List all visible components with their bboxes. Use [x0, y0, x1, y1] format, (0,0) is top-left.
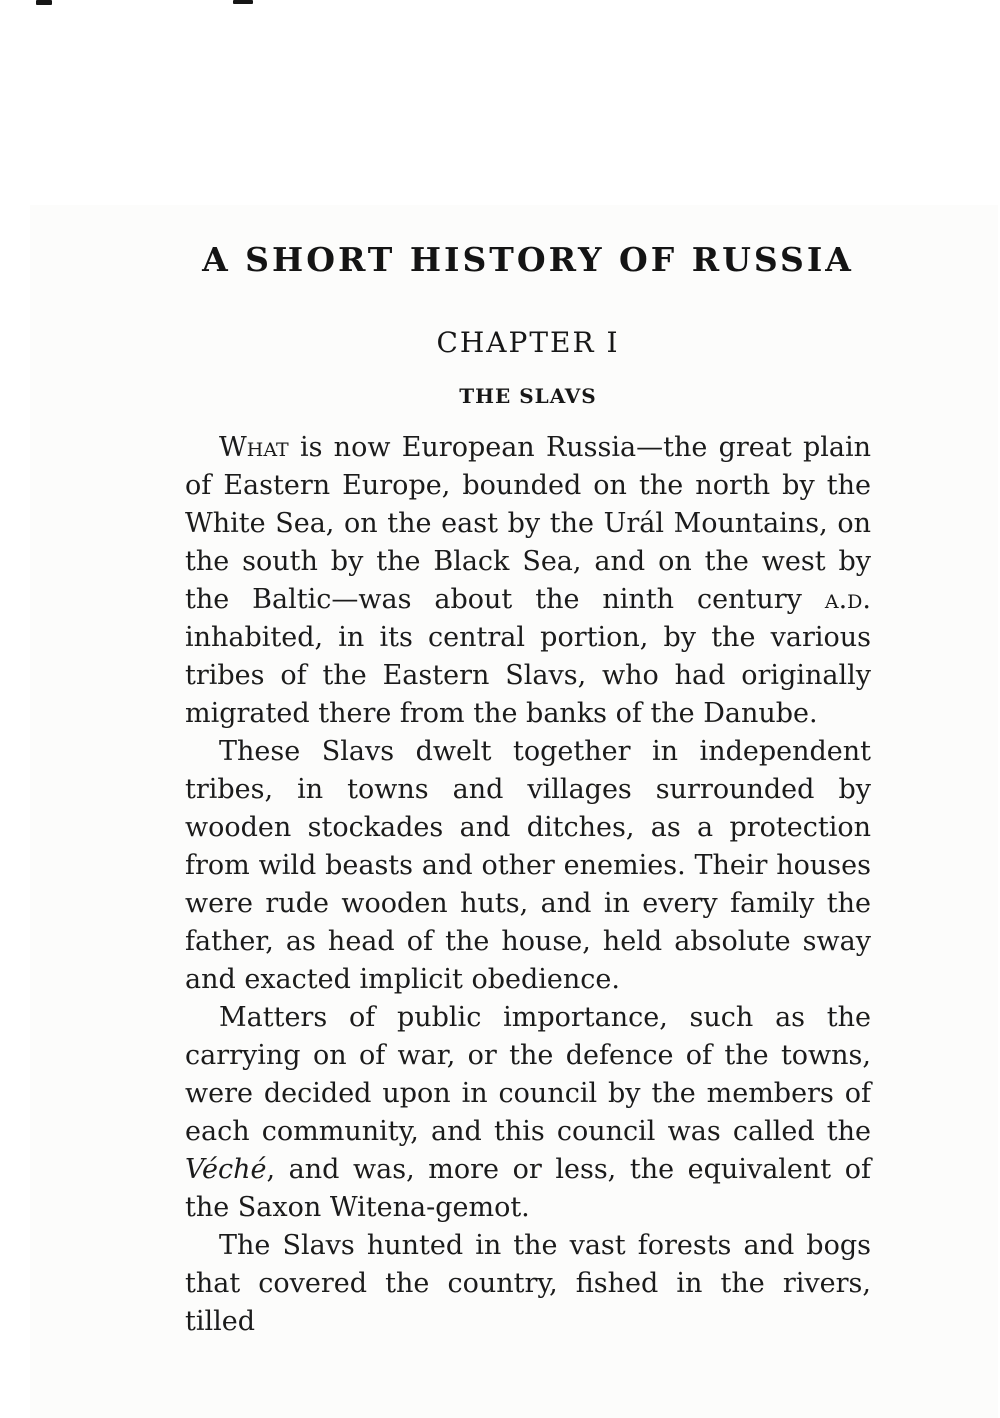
- paragraph-3-text-continued: , and was, more or less, the equivalent of the Saxon Witena-gemot.: [185, 1154, 871, 1223]
- page-content: [185, 0, 871, 1341]
- paragraph-3: [185, 999, 871, 1227]
- paragraph-1-text-continued: inhabited, in its central portion, by the various tribes of the Eastern Slavs, who had originally migrated there from the banks of the Danube.: [185, 622, 871, 729]
- paragraph-4-text: The Slavs hunted in the vast forests and bogs that covered the country, fished in the rivers, tilled: [185, 1230, 871, 1337]
- paragraph-1-text: is now European Russia—the great plain of Eastern Europe, bounded on the north by the White Sea, on the east by the Urál Mountains, on the south by the Black Sea, and on the west by the Baltic—was about the ninth century: [185, 432, 871, 615]
- paragraph-1-smallcaps-ad: a.d.: [824, 584, 871, 615]
- paragraph-1: [185, 429, 871, 733]
- scan-artifact: [36, 0, 52, 5]
- paragraph-2-text: These Slavs dwelt together in independent tribes, in towns and villages surrounded by wooden stockades and ditches, as a protection from wild beasts and other enemies. Their houses were rude wooden huts, and in every family the father, as head of the house, held absolute sway and exacted implicit obedience.: [185, 736, 871, 995]
- chapter-heading: CHAPTER I: [436, 326, 620, 359]
- paragraph-1-smallcaps-opening: What: [219, 432, 289, 463]
- paragraph-2: [185, 733, 871, 999]
- paragraph-4: [185, 1227, 871, 1341]
- book-title: A SHORT HISTORY OF RUSSIA: [202, 240, 854, 279]
- section-heading: THE SLAVS: [459, 384, 597, 408]
- paragraph-3-text: Matters of public importance, such as the carrying on of war, or the defence of the towns, were decided upon in council by the members of each community, and this council was called the: [185, 1002, 871, 1147]
- paragraph-3-italic-veche: Véché: [185, 1154, 267, 1185]
- body-text: [185, 429, 871, 1341]
